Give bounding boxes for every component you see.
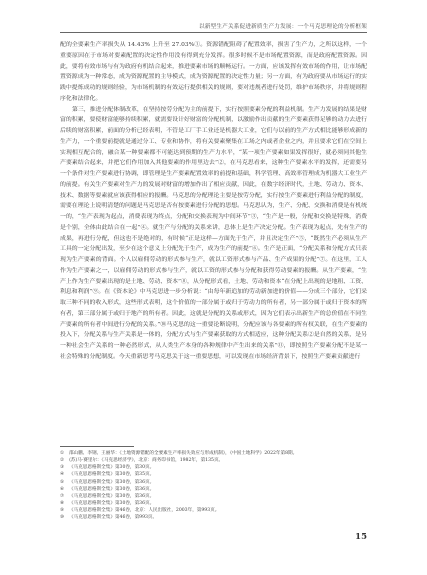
footnote-mark: ① — [60, 451, 65, 456]
footnote-mark: ② — [60, 458, 65, 464]
body-text — [60, 40, 367, 363]
footnote — [60, 457, 367, 464]
footnote-text: 《马克思恩格斯全集》第30卷，第36页。 — [69, 486, 155, 492]
footnote — [60, 464, 367, 471]
footnote-mark: ⑧ — [60, 501, 65, 507]
footnote-mark: ⑤ — [60, 479, 65, 485]
footnote-text: 《马克思恩格斯全集》第30卷，第36页。 — [69, 501, 155, 507]
footnote — [60, 514, 367, 521]
paragraph: 第三，推进分配体制改革，在坚持按劳分配为主的前提下，实行按照要素分配的利益机制。生产力发展的结果是财富的积累，要使财富能够持续积累，就需要设计好财富的分配机制，以激励作出贡献的生产要素获得足够的动力去进行后续的财富积累，前面的分析已经表明，不管是工厂手工业还是机器大工业，它们与以前的生产方式相比能够形成新的生产力，一个重要前提就是通过分工、专业和协作，将有关要素聚集在工场之内或者企业之内，并且要求它们在空间上实现相互配合的，融合某一种要素都不可能达到预期的生产力水平，“某一项生产要素如果发挥很好，就必须同其他生产要素结合起来，并把它们作用加入其他要素的作用里边去”②，在马克思看来，这种生产要素水平的发挥，还需要另一个条件对生产要素进行协调，即管理是生产要素配置效率的前提和基础，科学管理、高效率管理成为机器大工业生产的前提。有关生产要素对生产力的发展对财富的增加作出了相应贡献，因此，在数字经济时代，土地、劳动力、资本、技术、数据等要素就应该获得相应的报酬。马克思的分配理论主要是按劳分配，实行按生产要素进行利益分配的制度，需要在理论上说明清楚的问题是马克思是否有按要素进行分配的思想。马克思认为，生产、分配、交换和消费是有机统一的，“生产表现为起点，消费表现为终点，分配和交换表现为中间环节”③，“生产是一般，分配和交换是特殊，消费是个别，全体由此结合在一起”④。就生产与分配的关系来讲，总体上是生产决定分配。生产表现为起点，先有生产的成果，再进行分配，但这也不是绝对的，有时候“正是这样—方面先于生产，并且决定生产”⑤，“既然生产必须从生产工具的一定分配出发，至少在这个意义上分配先于生产，成为生产的前提”⑥。生产是正面，“分配关系和分配方式只表现为生产要素的背面。个人以雇佣劳动的形式参与生产，就以工资形式参与产品、生产成果的分配”⑦。在这里，工人作为生产要素之一，以雇佣劳动的形式参与生产，就以工资的形式参与分配和获得劳动要素的报酬。从生产要素，“生产上作为生产要素出现的是土地、劳动、资本”⑧，从分配形式看，土地、劳动和资本“在分配上出现的是地租、工资、利息和利润”⑨。在《资本论》中马克思进一步分析说：“由每年新追加的劳动新加进的价值——分成三个部分，它们采取三种不同的收入形式，这些形式表明，这个价值的一部分属于或归于劳动力的所有者，另一部分属于或归于资本的所有者，第三部分属于或归于地产的所有者。因此，这就是分配的关系或形式，因为它们表示出新生产的总价值在不同生产要素的所有者中间进行分配的关系。”⑩马克思的这一重要论断说明，分配应该与各要素的所有权关联，在生产要素的投入下，分配关系与生产关系是一体的，分配方式与生产要素获取的方式相适应，这种分配关系②是自然的关系，是另一种社会生产关系的一种必然形式，从人类生产本身的各种规律中产生出来的关系”⑪，即按照生产要素分配不是某一社会特殊的分配制度。今天重新思考马克思关于这一重要思想，可以发现在市场经济背景下，按照生产要素贡献进行 — [60, 106, 367, 360]
footnote-mark: ⑥ — [60, 486, 65, 492]
page-number: 15 — [355, 532, 367, 542]
footnote — [60, 507, 367, 514]
footnote — [60, 479, 367, 486]
footnote — [60, 471, 367, 478]
running-head: 以新型生产关系促进新质生产力发展：一个马克思理论的分析框架 — [198, 24, 367, 30]
footnote — [60, 486, 367, 493]
footnote — [60, 493, 367, 500]
footnote-text: 邵山鹏、李钢、王丽华：《土地资源错配的全要素生产率损失效应与形成机制》，《中国土地科学》2022年第8期。 — [69, 451, 298, 456]
footnote-mark: ⑦ — [60, 493, 65, 499]
footnotes — [60, 446, 367, 522]
footnote-text: 《马克思恩格斯全集》第46卷，北京：人民出版社，2003年，第993页。 — [69, 508, 220, 514]
footnote-rule — [60, 446, 134, 447]
footnote-text: 《马克思恩格斯全集》第30卷，第35页。 — [69, 472, 155, 478]
footnote-text: 《马克思恩格斯全集》第30卷，第30页。 — [69, 465, 155, 471]
paragraph: 配的全要素生产率损失从 14.43% 上升至 27.03%①。资源错配阻碍了配置效率，损害了生产力，之所以这样，一个重要原因在于市场对要素配置的决定性作用没有得到充分发挥。很多时候不是市场配置资源，而是政府配置资源。因此，要将有效市场与有为政府有机结合起来，推进要素市场的顺畅运行。一方面，应该发挥有效市场的作用，让市场配置资源成为一种常态，成为资源配置的主导模式，成为资源配置的决定性力量；另一方面，有为政府要从市场运行的实践中提炼成功的规则经验，为市场机制的有效运行提供相关的规则，要对违规者进行处罚，维护市场秩序，并将规则程序化和法律化。 — [60, 42, 367, 102]
footnote-mark: ⑨ — [60, 508, 65, 514]
footnote-text: 《马克思恩格斯全集》第30卷，第36页。 — [69, 493, 155, 499]
footnote-mark: ⑩ — [60, 515, 65, 521]
footnote-mark: ④ — [60, 472, 65, 478]
footnote-text: 《马克思恩格斯全集》第30卷，第36页。 — [69, 479, 155, 485]
footnote-mark: ③ — [60, 465, 65, 471]
footnote-text: 《马克思恩格斯全集》第46卷，第993页。 — [69, 515, 158, 521]
footnote — [60, 500, 367, 507]
footnote — [60, 450, 367, 457]
header-rule — [60, 32, 367, 33]
footnote-text: ⟨苏⟩马·赛里尔：《马克思经济学》，北京：商务印书馆，1982年，第135页。 — [69, 458, 224, 464]
